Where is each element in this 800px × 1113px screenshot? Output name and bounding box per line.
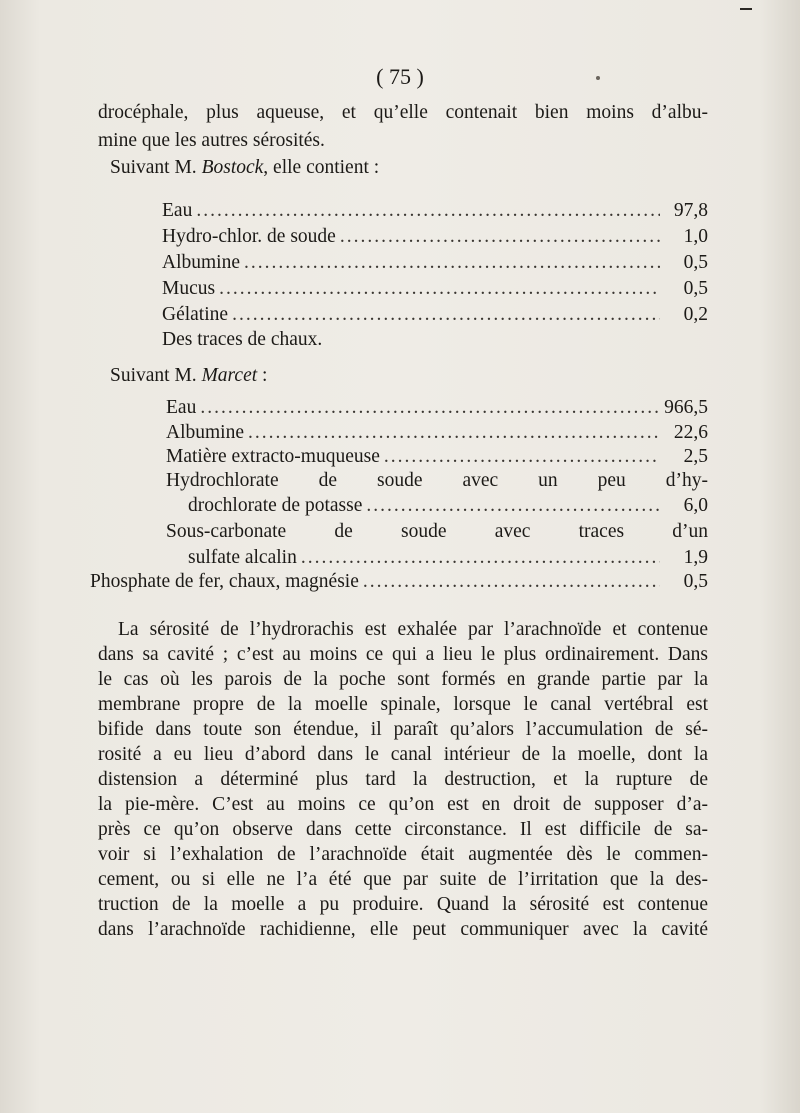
paragraph-line: truction de la moelle a pu produire. Quand la sérosité est contenue — [98, 894, 708, 915]
entry-label: sulfate alcalin — [188, 547, 297, 568]
entry-label: Eau — [162, 200, 193, 221]
leader-dots — [363, 570, 660, 594]
paragraph-line: bifide dans toute son étendue, il paraît qu’alors l’accumulation de sé- — [98, 719, 708, 740]
leader-dots — [200, 396, 660, 420]
marcet-name: Marcet — [201, 365, 258, 386]
entry-value: 2,5 — [683, 446, 708, 467]
marcet-suffix: : — [257, 365, 268, 386]
paragraph-line: distension a déterminé plus tard la destruction, et la rupture de — [98, 769, 708, 790]
leader-dots — [219, 277, 660, 301]
intro-line-1: drocéphale, plus aqueuse, et qu’elle contenait bien moins d’albu- — [98, 102, 708, 123]
paragraph-line: cement, ou si elle ne l’a été que par suite de l’irritation que la des- — [98, 869, 708, 890]
paragraph-line: rosité a eu lieu d’abord dans le canal intérieur de la moelle, dont la — [98, 744, 708, 765]
leader-dots — [244, 251, 660, 275]
entry-value: 966,5 — [664, 397, 708, 418]
entry-label: Phosphate de fer, chaux, magnésie — [90, 571, 359, 592]
paragraph-line: près ce qu’on observe dans cette circonstance. Il est difficile de sa- — [98, 819, 708, 840]
margin-mark — [596, 76, 600, 80]
paragraph-line: le cas où les parois de la poche sont formés en grande partie par la — [98, 669, 708, 690]
bostock-suffix: , elle contient : — [263, 157, 380, 178]
leader-dots — [340, 225, 660, 249]
entry-label: Albumine — [166, 422, 244, 443]
entry-label: Albumine — [162, 252, 240, 273]
bostock-name: Bostock — [201, 157, 264, 178]
paragraph-line: dans l’arachnoïde rachidienne, elle peut communiquer avec la cavité — [98, 919, 708, 940]
entry-value: 0,2 — [683, 304, 708, 325]
entry-label: Gélatine — [162, 304, 229, 325]
entry-value: 97,8 — [673, 200, 708, 221]
entry-label: Hydro-chlor. de soude — [162, 226, 336, 247]
marcet-heading — [110, 364, 720, 388]
leader-dots — [366, 494, 660, 518]
entry-value: 0,5 — [683, 278, 708, 299]
margin-mark — [740, 8, 752, 10]
marcet-entry — [166, 445, 708, 469]
marcet-prefix: Suivant M. — [110, 365, 202, 386]
leader-dots — [301, 546, 660, 570]
leader-dots — [384, 445, 660, 469]
intro-line-2: mine que les autres sérosités. — [98, 130, 325, 151]
bostock-note: Des traces de chaux. — [162, 329, 323, 350]
entry-value: 0,5 — [683, 571, 708, 592]
entry-value: 22,6 — [673, 422, 708, 443]
marcet-entry-4-line-1: Hydrochlorate de soude avec un peu d’hy- — [166, 470, 708, 491]
marcet-entry — [166, 396, 708, 420]
marcet-entry — [188, 494, 708, 518]
entry-value: 0,5 — [683, 252, 708, 273]
marcet-entry — [166, 421, 708, 445]
bostock-entry — [162, 251, 708, 275]
leader-dots — [232, 303, 660, 327]
page-body — [90, 0, 708, 1113]
paragraph-line: la pie-mère. C’est au moins ce qu’on est en droit de supposer d’a- — [98, 794, 708, 815]
bostock-entry — [162, 303, 708, 327]
entry-label: Mucus — [162, 278, 216, 299]
paragraph-line: La sérosité de l’hydrorachis est exhalée par l’arachnoïde et contenue — [118, 619, 708, 640]
page-number: ( 75 ) — [376, 64, 424, 89]
entry-value: 1,0 — [683, 226, 708, 247]
bostock-entry — [162, 277, 708, 301]
paragraph-line: voir si l’exhalation de l’arachnoïde était augmentée dès le commen- — [98, 844, 708, 865]
entry-label: Eau — [166, 397, 197, 418]
entry-label: drochlorate de potasse — [188, 495, 363, 516]
bostock-prefix: Suivant M. — [110, 157, 202, 178]
bostock-entry — [162, 199, 708, 223]
entry-value: 1,9 — [683, 547, 708, 568]
paragraph-line: dans sa cavité ; c’est au moins ce qui a lieu le plus ordinairement. Dans — [98, 644, 708, 665]
bostock-entry — [162, 225, 708, 249]
marcet-entry — [90, 570, 708, 594]
bostock-heading — [110, 156, 720, 180]
leader-dots — [248, 421, 660, 445]
leader-dots — [196, 199, 660, 223]
entry-label: Matière extracto-muqueuse — [166, 446, 380, 467]
marcet-entry-5-line-1: Sous-carbonate de soude avec traces d’un — [166, 521, 708, 542]
marcet-entry — [188, 546, 708, 570]
paragraph-line: membrane propre de la moelle spinale, lorsque le canal vertébral est — [98, 694, 708, 715]
entry-value: 6,0 — [683, 495, 708, 516]
